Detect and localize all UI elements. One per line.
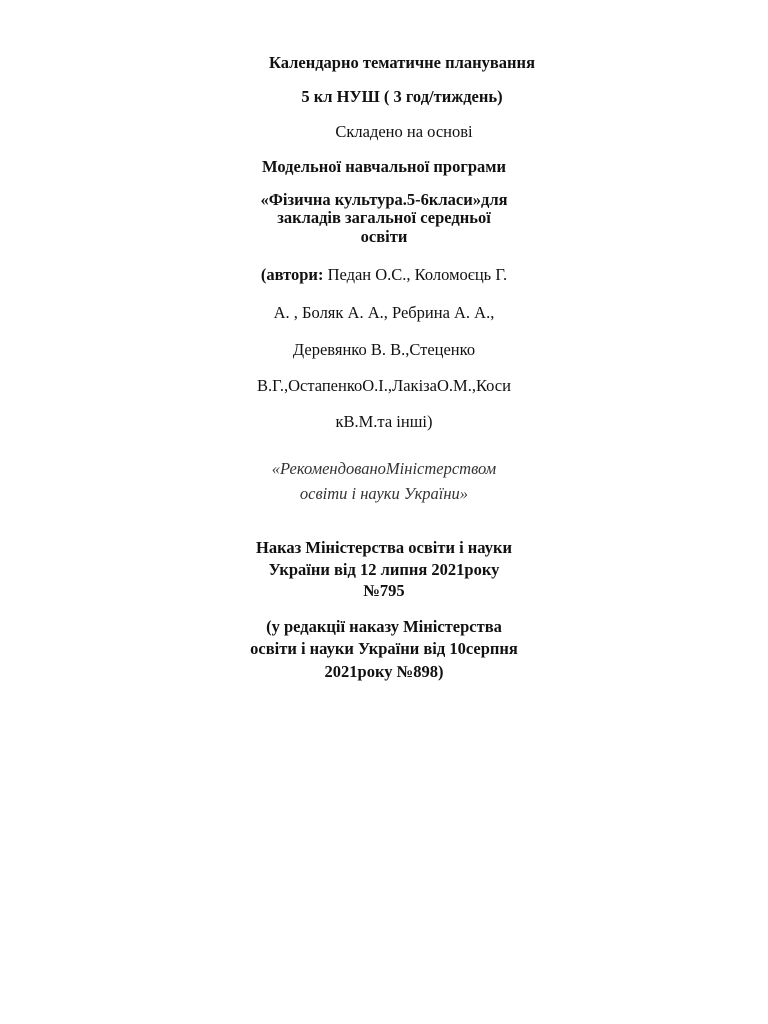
basis-label: Складено на основі	[335, 122, 473, 141]
program-line-4: освіти	[360, 227, 408, 246]
program-line-1: Модельної навчальної програми	[261, 157, 507, 176]
authors-line-3: Деревянко В. В.,Стеценко	[292, 340, 476, 359]
revision-line-3: 2021року №898)	[324, 662, 444, 681]
document-title: Календарно тематичне планування	[268, 53, 535, 72]
recommended-line-1: «РекомендованоМіністерством	[271, 459, 497, 478]
authors-line-1-rest: Педан О.С., Коломоєць Г.	[323, 265, 508, 284]
authors-line-2: А. , Боляк А. А., Ребрина А. А.,	[273, 303, 495, 322]
revision-line-1: (у редакції наказу Міністерства	[266, 617, 502, 636]
class-hours-line: 5 кл НУШ ( 3 год/тиждень)	[301, 87, 503, 106]
order-line-1: Наказ Міністерства освіти і науки	[256, 538, 512, 557]
order-line-2: України від 12 липня 2021року	[268, 560, 500, 579]
authors-prefix: (автори:	[260, 265, 324, 284]
program-line-2: «Фізична культура.5-6класи»для	[260, 190, 508, 209]
authors-line-4: В.Г.,ОстапенкоО.І.,ЛакізаО.М.,Коси	[257, 376, 511, 395]
authors-line-5: кВ.М.та інші)	[335, 412, 433, 431]
authors-line-1	[0, 265, 768, 285]
recommended-line-2: освіти і науки України»	[299, 484, 469, 503]
order-number: №795	[363, 581, 405, 600]
revision-line-2: освіти і науки України від 10серпня	[250, 639, 518, 658]
program-line-3: закладів загальної середньої	[277, 208, 491, 227]
